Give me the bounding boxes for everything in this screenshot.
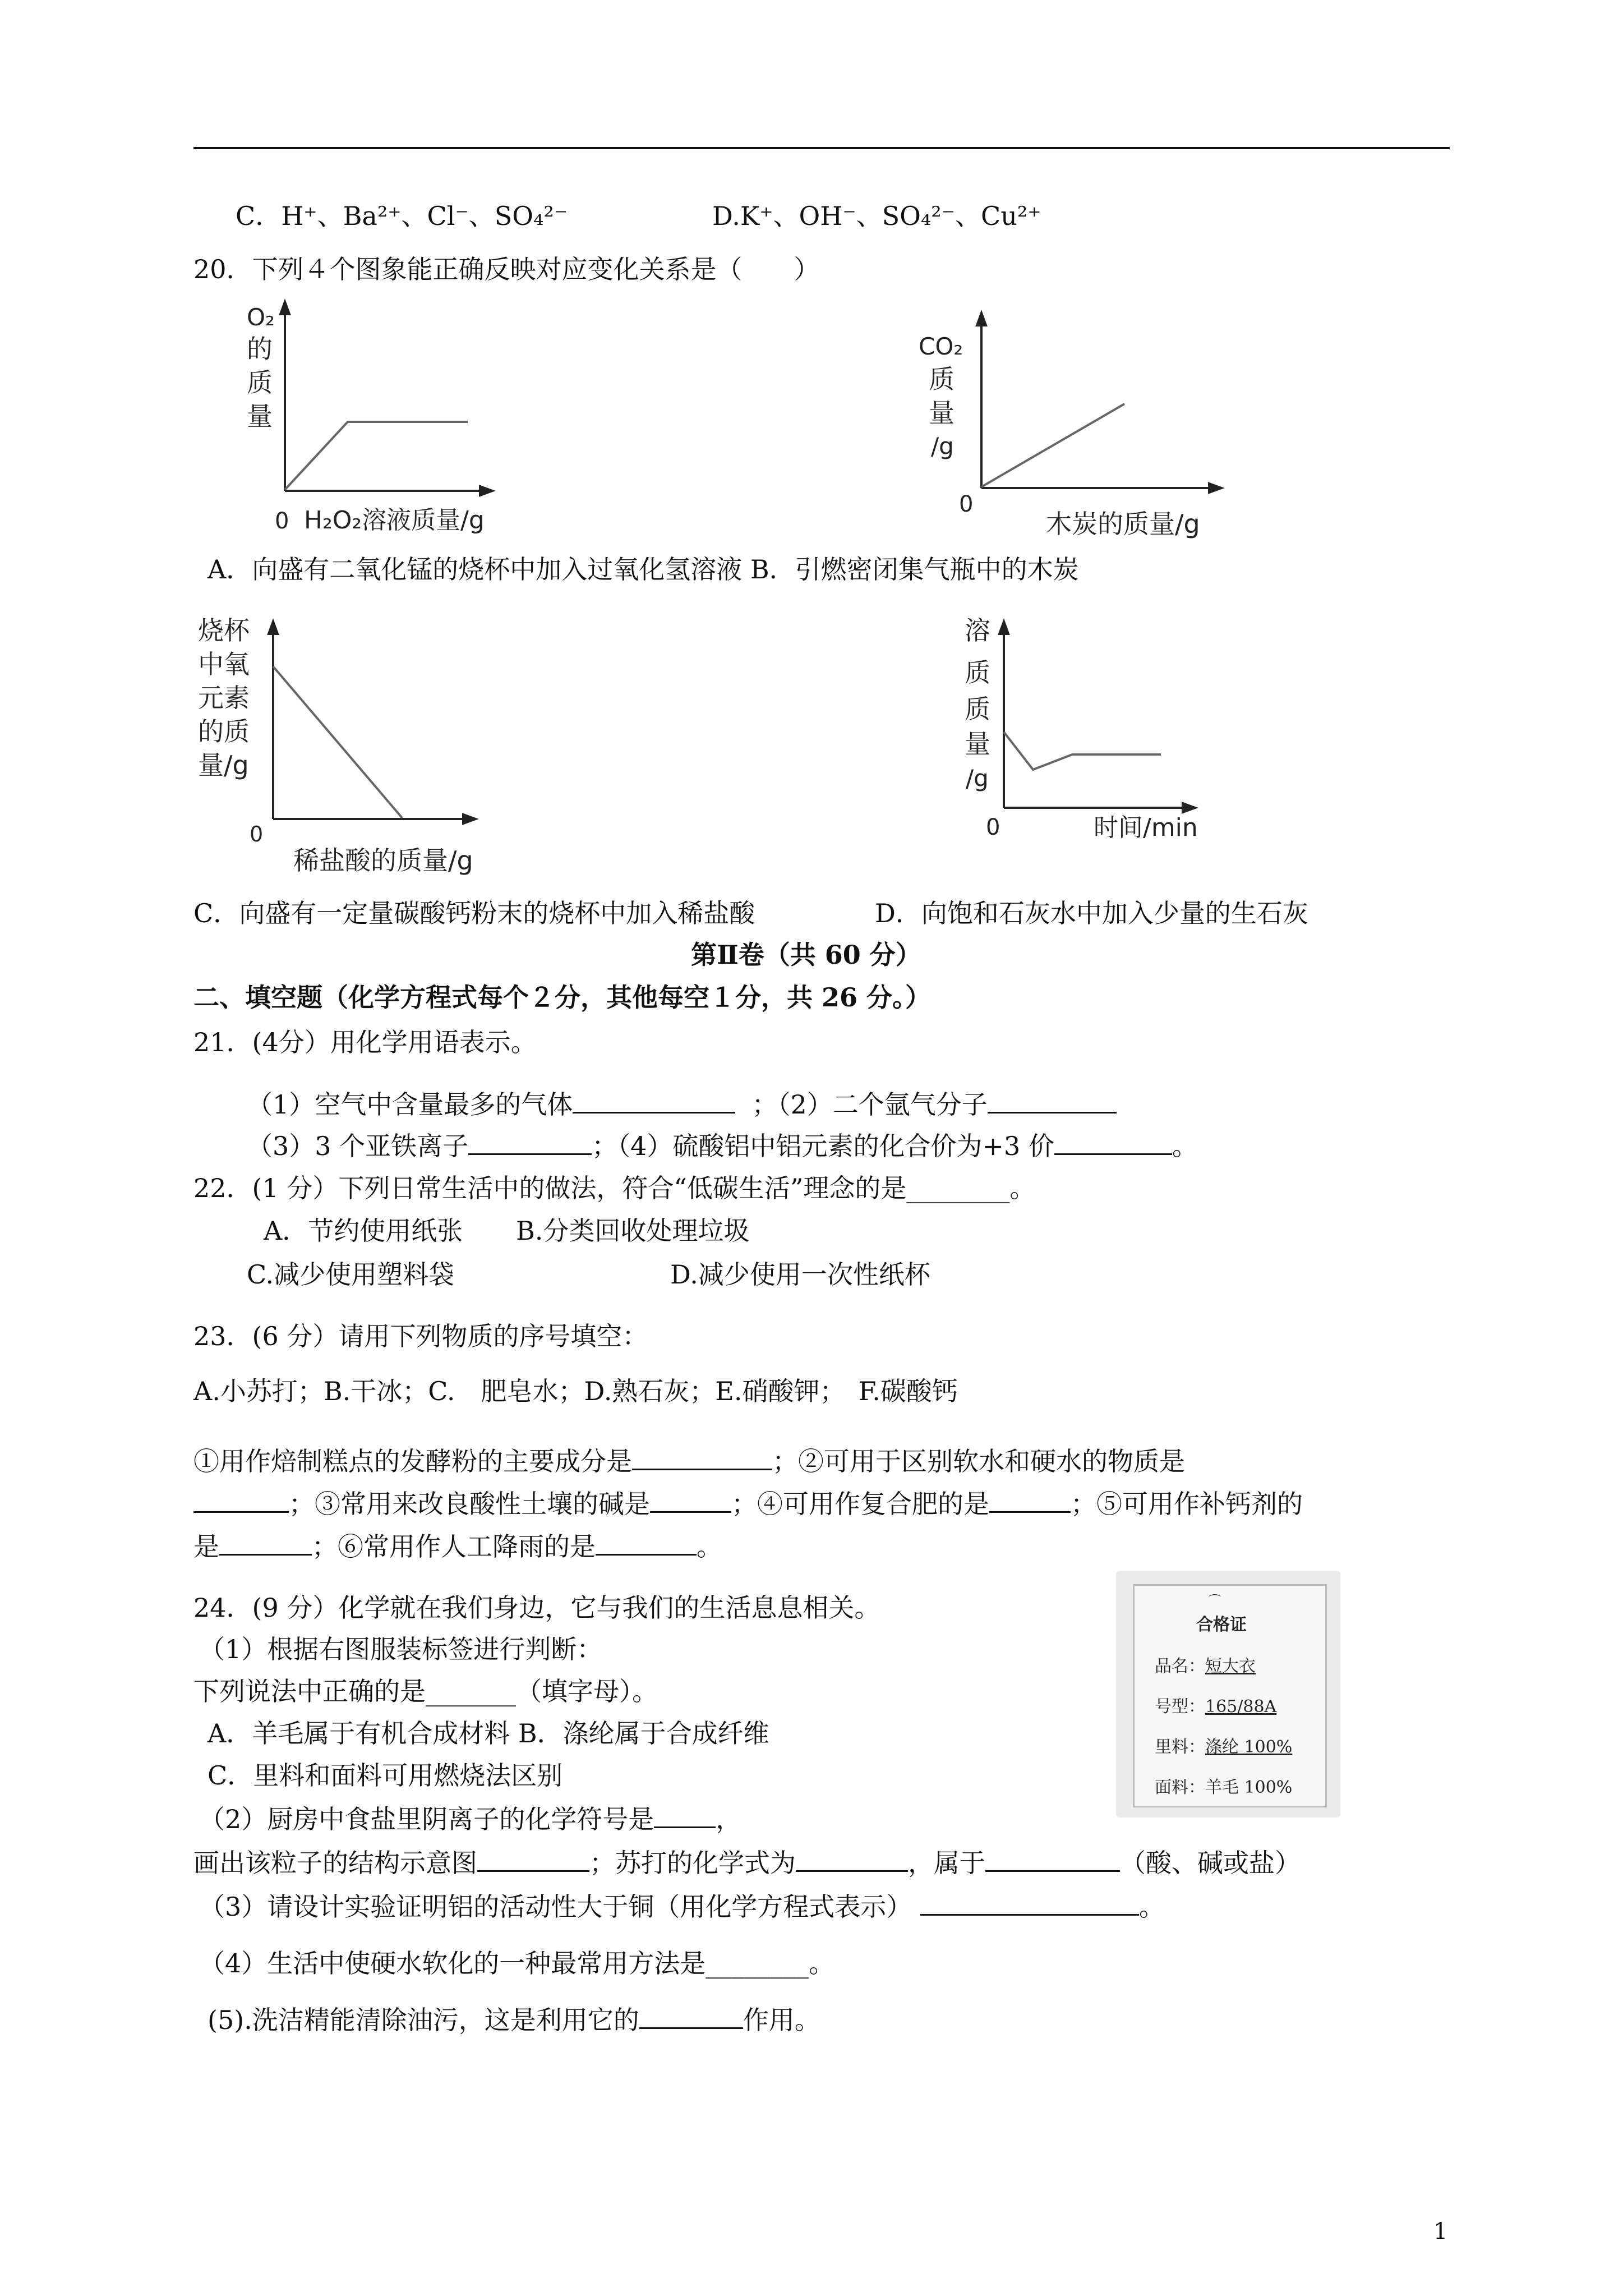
q23-blank-2[interactable]: [193, 1487, 289, 1513]
q24-s2-end: ，: [716, 1804, 742, 1834]
q20-caption-ab: A．向盛有二氧化锰的烧杯中加入过氧化氢溶液 B．引燃密闭集气瓶中的木炭: [208, 554, 1079, 585]
q22-option-d: D.减少使用一次性纸杯: [670, 1259, 930, 1290]
graph-b-xlabel: 木炭的质量/g: [1046, 509, 1200, 539]
q23-p1b: ；②可用于区别软水和硬水的物质是: [772, 1446, 1185, 1476]
graph-b-ylabel-2: 量: [929, 398, 955, 428]
graph-d-ylabel-3: 量: [965, 729, 990, 759]
q21-blank-4[interactable]: [1054, 1129, 1172, 1155]
q24-s2b2: ；苏打的化学式为: [589, 1848, 796, 1878]
q20-stem: 20．下列４个图象能正确反映对应变化关系是（ ）: [193, 254, 820, 284]
q23-p1a: ①用作焙制糕点的发酵粉的主要成分是: [193, 1446, 632, 1476]
label-key-2: 号型：: [1155, 1697, 1205, 1717]
graph-b-curve: [981, 404, 1124, 487]
graph-c-ylabel-3: 的质: [198, 716, 250, 747]
garment-label-title: 合格证: [1196, 1615, 1247, 1635]
graph-a-ylabel-1: 的: [247, 334, 273, 364]
q21-blank-1[interactable]: [573, 1087, 735, 1114]
q21-blank-2[interactable]: [988, 1087, 1117, 1114]
q23-blank-3[interactable]: [650, 1487, 731, 1513]
q21-stem: 21．(4分）用化学用语表示。: [193, 1027, 537, 1057]
graph-c-xlabel: 稀盐酸的质量/g: [293, 845, 473, 876]
q24-s1ab: A．羊毛属于有机合成材料 B．涤纶属于合成纤维: [208, 1718, 769, 1749]
q23-stem: 23．(6 分）请用下列物质的序号填空：: [193, 1321, 648, 1351]
q24-s2b4: （酸、碱或盐）: [1120, 1848, 1301, 1878]
q24-s3: [199, 1889, 1165, 1924]
graph-b-y-arrow: [977, 313, 986, 325]
q23-p3b: ；⑥常用作人工降雨的是: [312, 1531, 596, 1562]
q23-p2a: ；③常用来改良酸性土壤的碱是: [289, 1489, 650, 1519]
q24-s5: [208, 2003, 820, 2037]
graph-b-origin: 0: [959, 491, 974, 517]
q24-s5a: (5).洗洁精能清除油污，这是利用它的: [208, 2005, 639, 2035]
graph-c-ylabel-1: 中氧: [198, 649, 250, 679]
q24-blank-6[interactable]: [639, 2003, 743, 2029]
q24-s4: （4）生活中使硬水软化的一种最常用方法是________。: [199, 1948, 835, 1978]
graph-a-y-arrow: [280, 302, 289, 314]
header-rule: [193, 147, 1450, 149]
graph-a-origin: 0: [275, 508, 289, 534]
label-val-2: 165/88A: [1205, 1697, 1277, 1717]
graph-d-origin: 0: [986, 815, 1000, 840]
graph-a: [236, 297, 527, 544]
graph-c-origin: 0: [250, 822, 264, 846]
q21-l2b: ；（4）硫酸铝中铝元素的化合价为+3 价: [592, 1131, 1054, 1161]
q24-s3-text: （3）请设计实验证明铝的活动性大于铜（用化学方程式表示）: [199, 1892, 912, 1922]
graph-c: [193, 611, 508, 881]
graph-c-ylabel-4: 量/g: [198, 750, 249, 780]
garment-label-row-4: [1155, 1773, 1292, 1798]
q24-blank-2[interactable]: [477, 1846, 589, 1872]
q23-p2b: ；④可用作复合肥的是: [731, 1489, 989, 1519]
q24-s2b3: ，属于: [908, 1848, 985, 1878]
graph-c-x-arrow: [463, 815, 476, 823]
graph-c-ylabel-2: 元素: [198, 683, 250, 713]
q21-l2c: 。: [1172, 1131, 1198, 1161]
q23-blank-4[interactable]: [989, 1487, 1071, 1513]
q23-p3c: 。: [697, 1531, 722, 1562]
q23-blank-6[interactable]: [596, 1529, 697, 1556]
q22-option-c: C.减少使用塑料袋: [247, 1259, 455, 1290]
section-title: 二、填空题（化学方程式每个２分，其他每空１分，共 26 分。）: [193, 982, 932, 1013]
q20-caption-c: C．向盛有一定量碳酸钙粉末的烧杯中加入稀盐酸: [193, 898, 755, 928]
graph-a-curve: [285, 422, 468, 490]
q23-blank-5[interactable]: [219, 1529, 312, 1556]
q23-p3a: 是: [193, 1531, 219, 1562]
q24-blank-5[interactable]: [920, 1889, 1139, 1916]
q20-caption-d: D．向饱和石灰水中加入少量的生石灰: [875, 898, 1308, 928]
garment-label-row-3: [1155, 1733, 1292, 1757]
q24-s1q: 下列说法中正确的是_______（填字母）。: [193, 1676, 658, 1706]
q21-l2a: （3）3 个亚铁离子: [247, 1131, 469, 1161]
graph-d-ylabel-4: /g: [966, 765, 989, 792]
label-key-3: 里料：: [1155, 1737, 1205, 1757]
garment-label-row-2: [1155, 1692, 1276, 1717]
q21-line1: [247, 1087, 1117, 1121]
graph-b: [909, 303, 1256, 544]
graph-c-curve: [273, 666, 402, 818]
q24-s5b: 作用。: [743, 2005, 820, 2035]
q24-s2-text: （2）厨房中食盐里阴离子的化学符号是: [199, 1804, 654, 1834]
q23-line3: [193, 1529, 722, 1563]
page-number: 1: [1433, 2219, 1448, 2244]
graph-c-y-arrow: [269, 622, 278, 634]
q21-l1a: （1）空气中含量最多的气体: [247, 1089, 573, 1120]
q24-s2: [199, 1802, 741, 1836]
q23-line1: [193, 1444, 1185, 1478]
q22-stem: 22．(1 分）下列日常生活中的做法，符合“低碳生活”理念的是________。: [193, 1173, 1036, 1203]
graph-d-y-arrow: [999, 622, 1008, 634]
q24-blank-1[interactable]: [654, 1802, 716, 1828]
graph-d-xlabel: 时间/min: [1094, 813, 1198, 842]
q24-blank-3[interactable]: [796, 1846, 908, 1872]
label-key-4: 面料：: [1155, 1778, 1205, 1797]
garment-label-row-1: [1155, 1652, 1256, 1677]
graph-a-xlabel: H₂O₂溶液质量/g: [304, 506, 485, 535]
label-val-3: 涤纶 100%: [1205, 1737, 1293, 1757]
q24-s2b1: 画出该粒子的结构示意图: [193, 1848, 477, 1878]
q23-options: A.小苏打；B.干冰；C. 肥皂水；D.熟石灰；E.硝酸钾； F.碳酸钙: [193, 1376, 958, 1406]
q23-line2: [193, 1487, 1303, 1521]
q24-s1c: C．里料和面料可用燃烧法区别: [208, 1760, 563, 1791]
label-val-1: 短大衣: [1205, 1657, 1256, 1676]
graph-b-x-arrow: [1209, 484, 1221, 493]
graph-a-ylabel-3: 量: [247, 401, 273, 431]
graph-d-ylabel-1: 质: [965, 657, 990, 688]
graph-d-curve: [1004, 732, 1161, 770]
q22-option-a: A．节约使用纸张: [264, 1216, 463, 1246]
q22-option-b: B.分类回收处理垃圾: [516, 1216, 750, 1246]
q24-s2b: [193, 1846, 1301, 1880]
garment-label-card: [1133, 1584, 1327, 1807]
graph-d-x-arrow: [1183, 803, 1195, 812]
graph-d-ylabel-0: 溶: [965, 615, 990, 646]
garment-label: [1116, 1571, 1340, 1818]
graph-b-ylabel-1: 质: [929, 364, 955, 394]
hang-hole-icon: ⌒: [1209, 1594, 1221, 1608]
q24-s3-end: 。: [1138, 1892, 1165, 1922]
q19-option-d: D.K⁺、OH⁻、SO₄²⁻、Cu²⁺: [712, 201, 1041, 231]
q23-blank-1[interactable]: [632, 1444, 772, 1470]
graph-a-x-arrow: [480, 486, 492, 495]
q21-l1b: ；（2）二个氩气分子: [751, 1089, 988, 1120]
graph-d-ylabel-2: 质: [965, 694, 990, 724]
graph-d: [953, 611, 1256, 869]
q19-option-c: C．H⁺、Ba²⁺、Cl⁻、SO₄²⁻: [236, 201, 568, 231]
q24-blank-4[interactable]: [985, 1846, 1120, 1872]
graph-b-ylabel-3: /g: [931, 432, 954, 460]
part2-title: 第Ⅱ卷（共 60 分）: [691, 940, 921, 970]
graph-a-ylabel-0: O₂: [247, 303, 275, 331]
q21-blank-3[interactable]: [468, 1129, 592, 1155]
q23-p2c: ；⑤可用作补钙剂的: [1071, 1489, 1303, 1519]
graph-b-ylabel-0: CO₂: [919, 333, 963, 360]
label-key-1: 品名：: [1155, 1657, 1205, 1676]
graph-c-ylabel-0: 烧杯: [198, 615, 250, 646]
q24-stem: 24．(9 分）化学就在我们身边，它与我们的生活息息相关。: [193, 1593, 880, 1623]
q21-line2: [247, 1129, 1198, 1163]
q24-s1: （1）根据右图服装标签进行判断：: [199, 1634, 603, 1664]
graph-a-ylabel-2: 质: [247, 367, 273, 398]
label-val-4: 羊毛 100%: [1205, 1778, 1293, 1797]
